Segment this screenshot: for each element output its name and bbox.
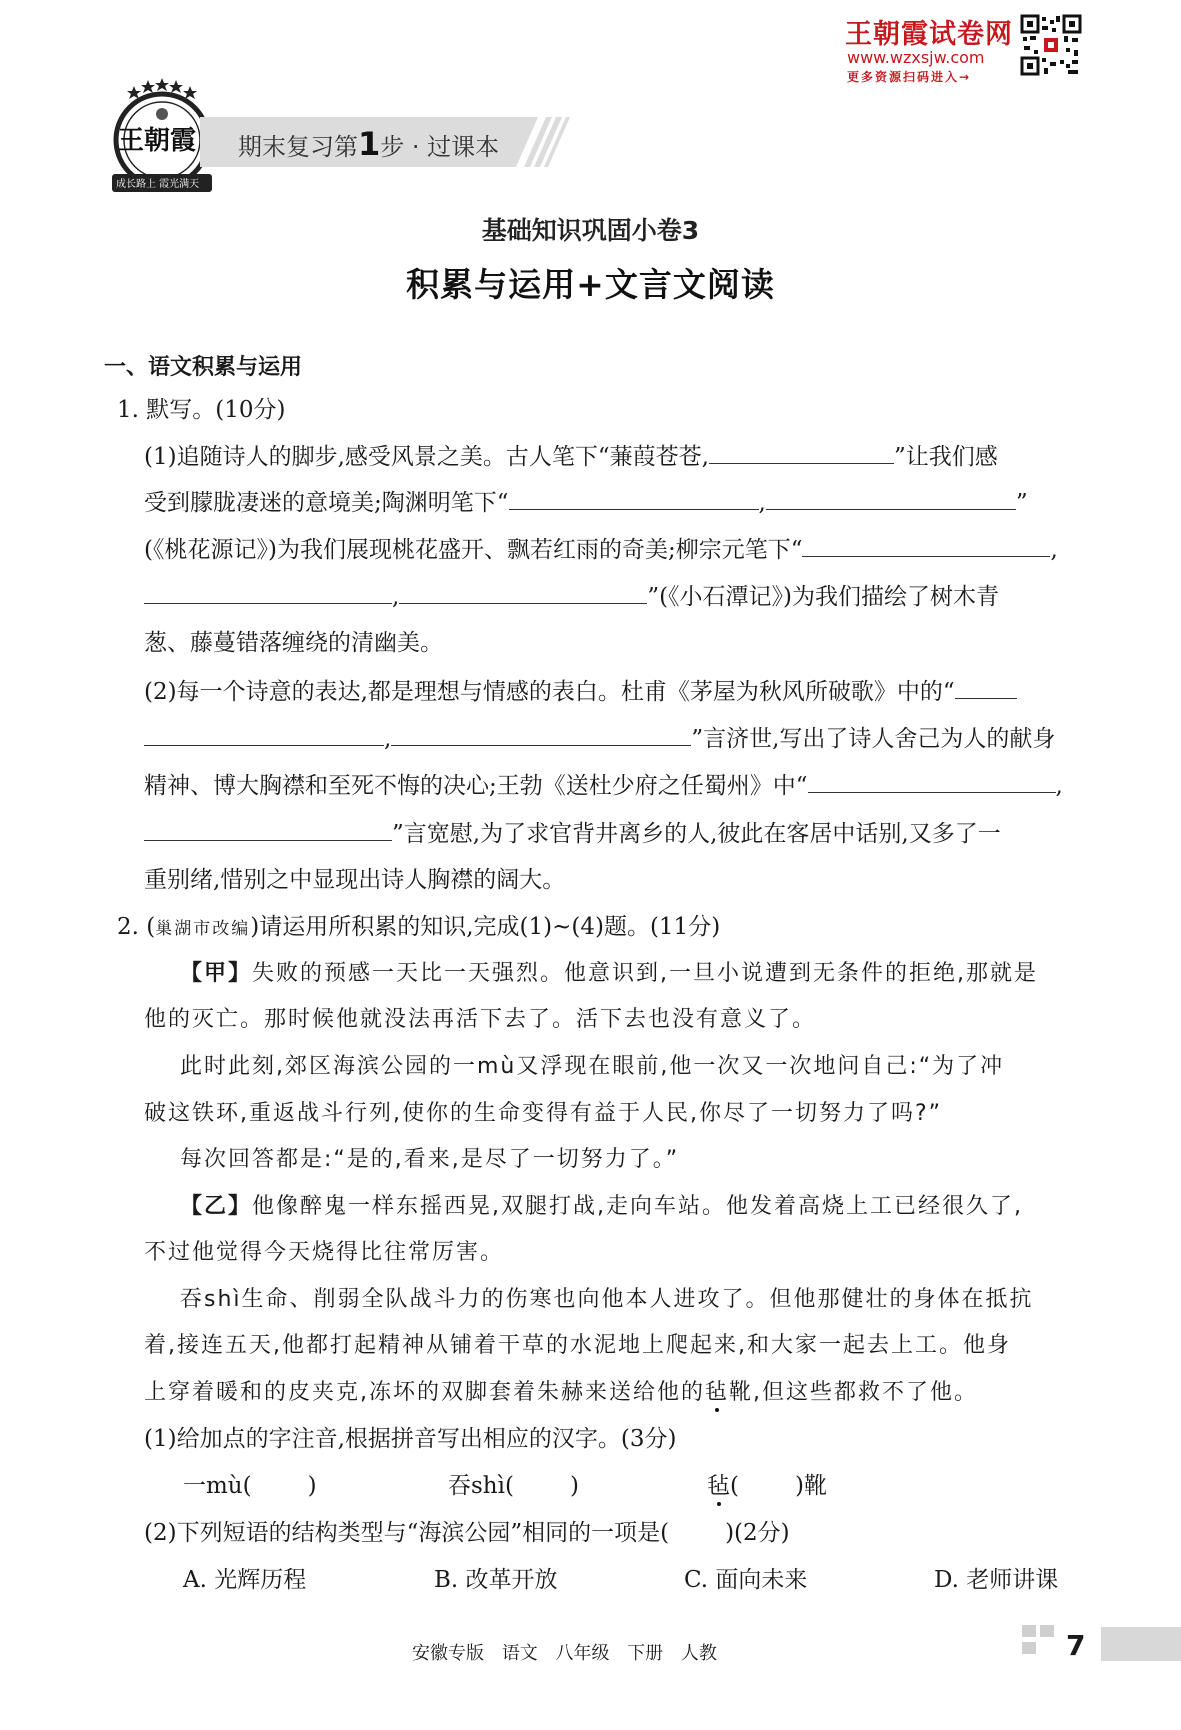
answer-blank[interactable] [144, 581, 392, 604]
banner-label [238, 125, 499, 163]
fill-item-1 [183, 1471, 317, 1501]
text: (1)追随诗人的脚步,感受风景之美。古人笔下“蒹葭苍苍, [144, 444, 709, 470]
q2-sub2 [144, 1518, 790, 1548]
answer-blank[interactable] [144, 818, 392, 841]
text: )靴 [794, 1473, 827, 1499]
footer-bar [1101, 1627, 1181, 1661]
q1-p2-line2 [144, 723, 1055, 754]
passage-jia-line2: 他的灭亡。那时候他就没法再活下去了。活下去也没有意义了。 [144, 1007, 817, 1032]
text: , [384, 726, 392, 752]
logo-motto: 成长路上 霞光满天 [116, 179, 200, 190]
text: ( [730, 1473, 739, 1499]
answer-blank[interactable] [766, 487, 1016, 510]
passage-jia-line1 [180, 959, 1038, 989]
text: 精神、博大胸襟和至死不悔的决心;王勃《送杜少府之任蜀州》中“ [144, 773, 808, 799]
q1-p1-line3 [144, 534, 1058, 565]
logo-text: 王朝霞 [118, 126, 197, 156]
q1-p1-line4 [144, 581, 999, 612]
paper-title: 积累与运用+文言文阅读 [406, 265, 775, 304]
footer-edition: 安徽专版 语文 八年级 下册 人教 [412, 1643, 717, 1664]
q1-p2-line4 [144, 818, 1001, 849]
brand-url[interactable]: www.wzxsjw.com [847, 48, 985, 67]
banner-step-number: 1 [358, 125, 381, 163]
option-c[interactable]: C. 面向未来 [684, 1567, 808, 1593]
text: 他像醉鬼一样东摇西晃,双腿打战,走向车站。他发着高烧上工已经很久了, [252, 1194, 1023, 1219]
passage-jia-line3: 此时此刻,郊区海滨公园的一mù又浮现在眼前,他一次又一次地问自己:“为了冲 [180, 1054, 1005, 1079]
q1-heading: 1. 默写。(10分) [117, 397, 286, 423]
qr-code-icon[interactable] [1020, 14, 1082, 76]
text: , [758, 490, 766, 516]
passage-yi-line1 [180, 1192, 1023, 1222]
answer-blank[interactable] [391, 723, 691, 746]
passage-yi-line3: 吞shì生命、削弱全队战斗力的伤寒也向他本人进攻了。但他那健壮的身体在抵抗 [180, 1287, 1034, 1312]
text: 失败的预感一天比一天强烈。他意识到,一旦小说遭到无条件的拒绝,那就是 [252, 961, 1039, 986]
passage-yi-line5 [144, 1378, 978, 1408]
answer-blank[interactable] [144, 723, 384, 746]
q2-sub1: (1)给加点的字注音,根据拼音写出相应的汉字。(3分) [144, 1426, 677, 1452]
passage-jia-line5: 每次回答都是:“是的,看来,是尽了一切努力了。” [180, 1147, 680, 1172]
banner-prefix: 期末复习第 [238, 133, 358, 161]
option-d[interactable]: D. 老师讲课 [934, 1567, 1059, 1593]
q1-p1-line2 [144, 487, 1028, 518]
text: 吞shì( [448, 1473, 514, 1499]
answer-blank[interactable] [955, 676, 1017, 699]
text: 2. ( [117, 914, 156, 940]
text: 受到朦胧凄迷的意境美;陶渊明笔下“ [144, 490, 509, 516]
q1-p1-line5: 葱、藤蔓错落缠绕的清幽美。 [144, 630, 443, 656]
text: 上穿着暖和的皮夹克,冻坏的双脚套着朱赫来送给他的 [144, 1380, 705, 1405]
passage-tag: 【甲】 [180, 961, 253, 986]
text: )请运用所积累的知识,完成(1)~(4)题。(11分) [250, 914, 721, 940]
text: (《桃花源记》)为我们展现桃花盛开、飘若红雨的奇美;柳宗元笔下“ [144, 537, 803, 563]
dotted-char: 毡 [705, 1380, 730, 1405]
source-note: 巢湖市改编 [155, 919, 251, 939]
answer-blank[interactable] [808, 770, 1056, 793]
text: (2)下列短语的结构类型与“海滨公园”相同的一项是( [144, 1520, 670, 1546]
option-b[interactable]: B. 改革开放 [434, 1567, 558, 1593]
fill-item-3 [707, 1471, 827, 1501]
text: , [1050, 537, 1058, 563]
text: ”言宽慰,为了求官背井离乡的人,彼此在客居中话别,又多了一 [392, 821, 1001, 847]
text: ) [307, 1473, 317, 1499]
text: , [1055, 773, 1063, 799]
dotted-char: 毡 [707, 1473, 730, 1499]
answer-blank[interactable] [509, 487, 759, 510]
text: )(2分) [725, 1520, 790, 1546]
text: (2)每一个诗意的表达,都是理想与情感的表白。杜甫《茅屋为秋风所破歌》中的“ [144, 679, 955, 705]
text: ”(《小石潭记》)为我们描绘了树木青 [647, 584, 1000, 610]
banner-suffix: 步 · 过课本 [380, 133, 500, 161]
text: ”让我们感 [893, 444, 998, 470]
paper-subtitle: 基础知识巩固小卷3 [481, 216, 700, 245]
passage-yi-line2: 不过他觉得今天烧得比往常厉害。 [144, 1240, 505, 1265]
answer-blank[interactable] [709, 441, 894, 464]
q2-heading [117, 912, 720, 944]
passage-jia-line4: 破这铁环,重返战斗行列,使你的生命变得有益于人民,你尽了一切努力了吗?” [144, 1101, 943, 1126]
text: 靴,但这些都救不了他。 [729, 1380, 979, 1405]
brand-name: 王朝霞试卷网 [845, 19, 1013, 50]
passage-yi-line4: 着,接连五天,他都打起精神从铺着干草的水泥地上爬起来,和大家一起去上工。他身 [144, 1333, 1011, 1358]
answer-blank[interactable] [802, 534, 1050, 557]
q1-p2-line3 [144, 770, 1063, 801]
page-number: 7 [1066, 1629, 1086, 1662]
text: ” [1015, 490, 1028, 516]
text: ) [569, 1473, 579, 1499]
q1-p2-line5: 重别绪,惜别之中显现出诗人胸襟的阔大。 [144, 867, 566, 893]
footer-decor [1022, 1642, 1036, 1654]
option-a[interactable]: A. 光辉历程 [183, 1567, 307, 1593]
fill-item-2 [448, 1471, 579, 1501]
text: 一mù( [183, 1473, 252, 1499]
passage-tag: 【乙】 [180, 1194, 253, 1219]
section-heading: 一、语文积累与运用 [104, 355, 303, 380]
text: , [392, 584, 400, 610]
q1-p2-line1 [144, 676, 1017, 707]
answer-blank[interactable] [399, 581, 647, 604]
brand-scan-hint: 更多资源扫码进入→ [847, 70, 972, 84]
footer-decor [1022, 1625, 1036, 1637]
q1-p1-line1 [144, 441, 998, 472]
text: ”言济世,写出了诗人舍己为人的献身 [691, 726, 1056, 752]
footer-decor [1040, 1625, 1054, 1637]
